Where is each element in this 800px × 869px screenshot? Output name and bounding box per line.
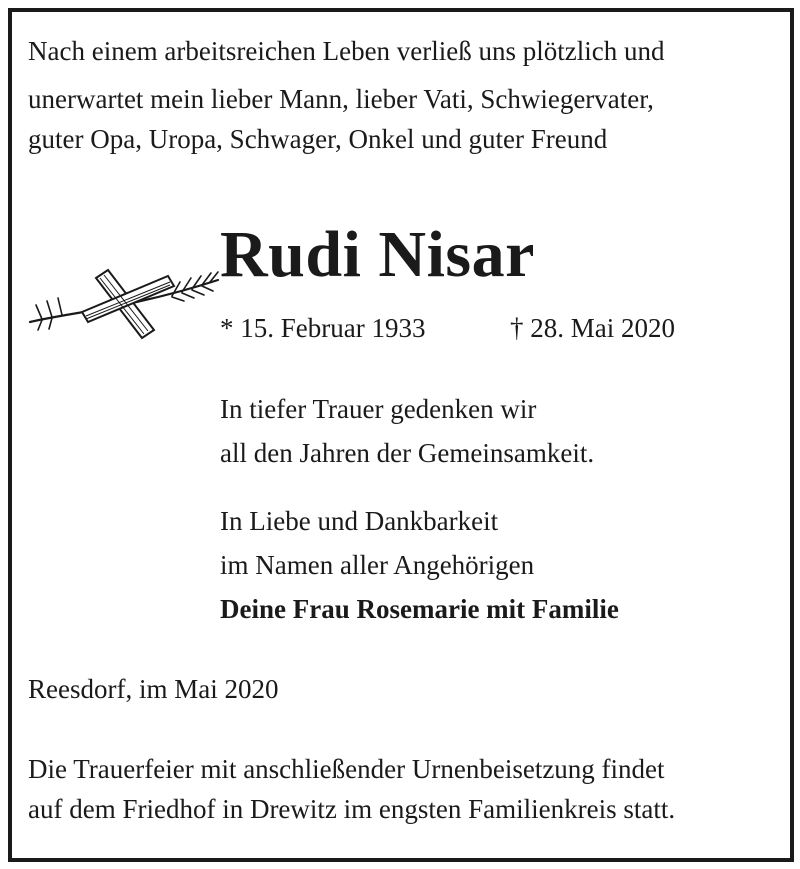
signature-line-1: In Liebe und Dankbarkeit <box>220 506 499 536</box>
birth-date: * 15. Februar 1933 <box>220 313 426 343</box>
deceased-name: Rudi Nisar <box>220 218 535 291</box>
place-date: Reesdorf, im Mai 2020 <box>28 674 279 704</box>
ceremony-line-2: auf dem Friedhof in Drewitz im engsten Familienkreis statt. <box>28 794 676 824</box>
cross-with-palm-branch-icon <box>22 250 226 350</box>
life-dates <box>220 313 675 343</box>
mourning-line-2: all den Jahren der Gemeinsamkeit. <box>220 438 595 468</box>
family-signature: Deine Frau Rosemarie mit Familie <box>220 594 619 624</box>
mourning-line-1: In tiefer Trauer gedenken wir <box>220 394 537 424</box>
intro-line-2: unerwartet mein lieber Mann, lieber Vati, Schwiegervater, <box>28 84 654 114</box>
signature-line-2: im Namen aller Angehörigen <box>220 550 535 580</box>
ceremony-line-1: Die Trauerfeier mit anschließender Urnenbeisetzung findet <box>28 754 665 784</box>
intro-line-3: guter Opa, Uropa, Schwager, Onkel und guter Freund <box>28 124 608 154</box>
death-date: † 28. Mai 2020 <box>510 313 675 343</box>
intro-line-1: Nach einem arbeitsreichen Leben verließ uns plötzlich und <box>28 36 665 66</box>
